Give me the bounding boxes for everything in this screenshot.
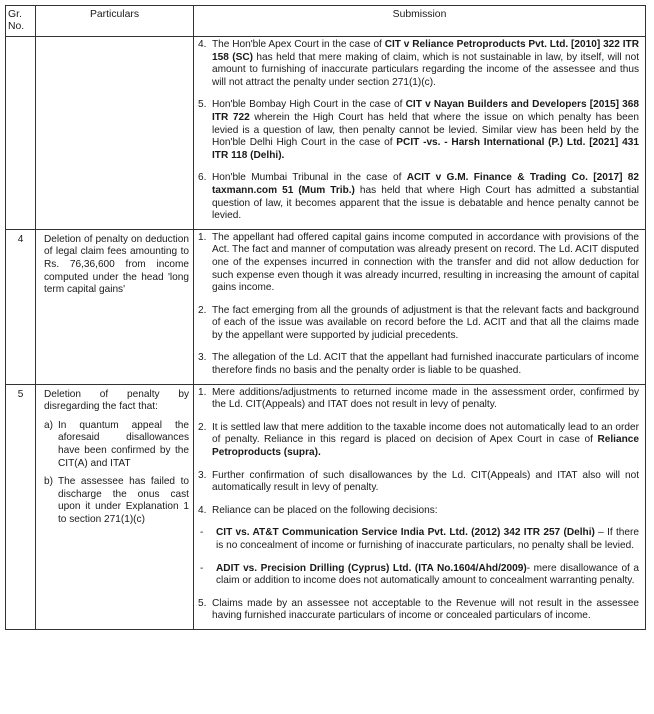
item-number: 1.: [198, 386, 207, 398]
item-text-part: has held that where High Court has admitted a substantial question of law, it becomes apparent that the issue is debatable and hence penalty cannot be levied.: [212, 184, 640, 222]
header-gr-no: Gr. No.: [6, 6, 36, 37]
submission-item: [198, 563, 639, 588]
subpoint-text: In quantum appeal the aforesaid disallowances have been confirmed by the CIT(A) and ITAT: [58, 419, 189, 469]
header-submission: Submission: [194, 6, 646, 37]
item-text-part: - mere disallowance of a claim or addition to income does not automatically amount to concealment warranting penalty.: [216, 562, 639, 587]
ground-5-subpoints: [44, 420, 189, 527]
citation-text: ADIT vs. Precision Drilling (Cyprus) Ltd. (ITA No.1604/Ahd/2009): [216, 562, 527, 574]
citation-text: Reliance Petroproducts (supra).: [212, 434, 639, 459]
submission-item: [198, 172, 639, 222]
submission-item: [198, 39, 639, 89]
item-text-part: Hon'ble Bombay High Court in the case of: [212, 99, 406, 111]
item-number: -: [200, 562, 204, 574]
table-header-row: [6, 6, 646, 37]
item-number: 4.: [198, 504, 207, 516]
ground-4-row: [6, 229, 646, 384]
item-number: -: [200, 527, 204, 539]
subpoint-label: b): [44, 476, 53, 488]
item-text-part: Hon'ble Mumbai Tribunal in the case of: [212, 172, 407, 184]
item-text: [212, 172, 639, 222]
submission-table: [5, 5, 646, 630]
submission-item: [198, 598, 639, 623]
ground-5-number: 5: [6, 384, 36, 629]
citation-text: ACIT v G.M. Finance & Trading Co. [2017] 82 taxmann.com 51 (Mum Trib.): [212, 172, 639, 196]
item-text-part: The Hon'ble Apex Court in the case of: [212, 39, 385, 50]
citation-text: CIT v Nayan Builders and Developers [2015] 368 ITR 722: [212, 99, 639, 123]
item-number: 5.: [198, 99, 207, 111]
submission-item: [198, 99, 639, 162]
item-text: The fact emerging from all the grounds of adjustment is that the relevant facts and background of each of the issue was available on record before the Ld. ACIT and that all the claims made by the appellant were supported by judicial precedents.: [212, 304, 639, 341]
subpoint-text: The assessee has failed to discharge the onus cast upon it under Explanation 1 to section 271(1)(c): [58, 476, 189, 525]
item-number: 1.: [198, 231, 207, 243]
item-text: The allegation of the Ld. ACIT that the appellant had furnished inaccurate particulars of income therefore finds no basis and the penalty order is liable to be quashed.: [212, 352, 639, 377]
item-number: 2.: [198, 304, 207, 316]
citation-text: CIT vs. AT&T Communication Service India Pvt. Ltd. (2012) 342 ITR 257 (Delhi): [216, 527, 595, 539]
item-number: 3.: [198, 469, 207, 481]
item-text: [212, 422, 639, 460]
submission-item: [198, 305, 639, 343]
ground-5-items: [198, 387, 639, 623]
submission-item: [198, 505, 639, 518]
item-number: 4.: [198, 39, 207, 50]
item-text-part: has held that mere making of claim, which is not sustainable in law, by itself, will not amount to furnishing of inaccurate particulars regarding the income of the assessee and thus will not attract the penalty under section 271(1)(c).: [212, 51, 640, 88]
submission-item: [198, 387, 639, 412]
citation-text: PCIT -vs. - Harsh International (P.) Ltd. [2021] 431 ITR 118 (Delhi).: [212, 137, 639, 161]
continued-submission-cell: [194, 37, 646, 230]
submission-item: [198, 422, 639, 460]
item-text-part: Reliance can be placed on the following decisions:: [212, 504, 438, 516]
header-particulars: Particulars: [36, 6, 194, 37]
item-text: [212, 39, 639, 89]
submission-item: [198, 232, 639, 295]
particulars-subpoint: [44, 420, 189, 470]
particulars-subpoint: [44, 476, 189, 526]
submission-item: [198, 527, 639, 552]
ground-5-particulars-cell: [36, 384, 194, 629]
item-text-part: Further confirmation of such disallowances by the Ld. CIT(Appeals) and ITAT also will not automatically result in levy of penalty.: [212, 469, 639, 494]
item-text: [212, 505, 639, 518]
ground-4-submission-cell: [194, 229, 646, 384]
item-text-part: wherein the High Court has held that where the issue on which penalty has been levied is a question of law, then penalty cannot be levied. Similar view has been held by the Hon'ble Delhi High Court in the case of: [212, 111, 640, 149]
item-number: 5.: [198, 597, 207, 609]
item-number: 3.: [198, 352, 207, 364]
item-text: [212, 470, 639, 495]
continued-items: [198, 39, 639, 223]
ground-5-submission-cell: [194, 384, 646, 629]
continued-particulars-cell: [36, 37, 194, 230]
item-text-part: – If there is no concealment of income or furnishing of inaccurate particulars, no penalty shall be levied.: [216, 527, 639, 551]
submission-item: [198, 470, 639, 495]
ground-5-particulars: Deletion of penalty by disregarding the fact that:: [44, 388, 189, 413]
item-text: The appellant had offered capital gains income computed in accordance with provisions of the Act. The fact and manner of computation was already present on record. The Ld. ACIT disputed one of the expenses incurred in connection with the transfer and did not allow deduction for such expense even though it was already incurred, resulting in increasing the amount of capital gains income.: [212, 231, 639, 294]
item-text-part: Claims made by an assessee not acceptable to the Revenue will not result in the assessee having furnished inaccurate particulars of income or concealed particulars of income.: [212, 597, 639, 622]
item-text-part: Mere additions/adjustments to returned income made in the assessment order, confirmed by the Ld. CIT(Appeals) and ITAT does not result in levy of penalty.: [212, 386, 639, 411]
ground-4-particulars: Deletion of penalty on deduction of legal claim fees amounting to Rs. 76,36,600 from income computed under the head 'long term capital gains': [36, 229, 194, 384]
document-page: [5, 5, 645, 630]
continued-gr-cell: [6, 37, 36, 230]
subpoint-label: a): [44, 419, 53, 431]
item-text: [212, 387, 639, 412]
ground-5-row: [6, 384, 646, 629]
continued-row: [6, 37, 646, 230]
item-text-part: It is settled law that mere addition to the taxable income does not automatically lead to an order of penalty. Reliance in this regard is placed on decision of Apex Court in case of: [212, 421, 639, 446]
ground-4-number: 4: [6, 229, 36, 384]
item-text: [216, 563, 639, 588]
citation-text: CIT v Reliance Petroproducts Pvt. Ltd. [2010] 322 ITR 158 (SC): [212, 39, 639, 63]
ground-4-items: [198, 232, 639, 378]
item-number: 2.: [198, 421, 207, 433]
item-text: [216, 527, 639, 552]
item-number: 6.: [198, 172, 207, 184]
item-text: [212, 598, 639, 623]
item-text: [212, 99, 639, 162]
submission-item: [198, 352, 639, 377]
